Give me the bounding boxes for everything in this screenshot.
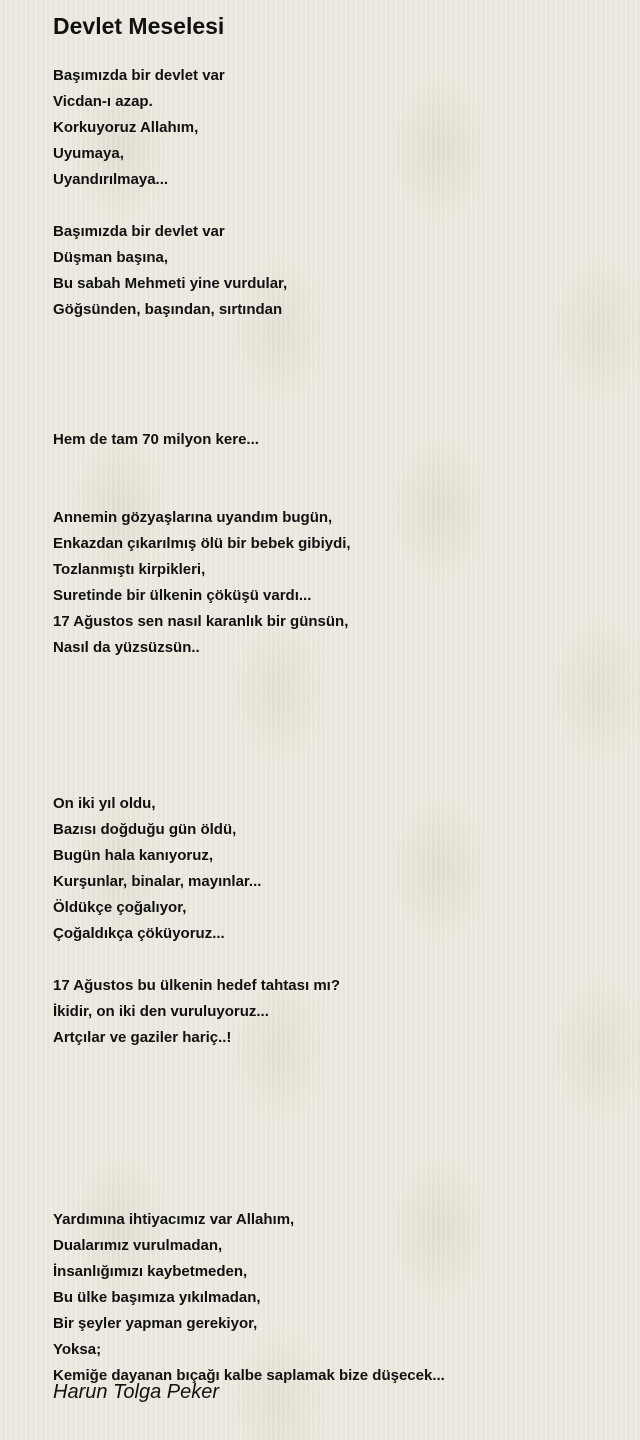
poem-line: İnsanlığımızı kaybetmeden,: [53, 1263, 248, 1280]
poem-page: [53, 0, 613, 1403]
stanza-gap: [53, 687, 613, 713]
poem-line: Tozlanmıştı kirpikleri,: [53, 561, 206, 578]
poem-line: Bir şeyler yapman gerekiyor,: [53, 1315, 258, 1332]
stanza-gap: [53, 453, 613, 479]
poem-body: [53, 63, 613, 1389]
poem-line: Bu sabah Mehmeti yine vurdular,: [53, 275, 288, 292]
poem-line: Yardımına ihtiyacımız var Allahım,: [53, 1211, 295, 1228]
poem-line: Öldükçe çoğalıyor,: [53, 899, 187, 916]
stanza-gap: [53, 661, 613, 687]
poem-line: Artçılar ve gaziler hariç..!: [53, 1029, 232, 1046]
poem-title: Devlet Meselesi: [53, 13, 225, 39]
stanza-gap: [53, 1103, 613, 1129]
poem-line: Başımızda bir devlet var: [53, 223, 225, 240]
poem-line: Vicdan-ı azap.: [53, 93, 153, 110]
stanza-gap: [53, 739, 613, 765]
poem-line: 17 Ağustos bu ülkenin hedef tahtası mı?: [53, 977, 340, 994]
poem-line: Yoksa;: [53, 1341, 102, 1358]
stanza-gap: [53, 375, 613, 401]
poem-line: İkidir, on iki den vuruluyoruz...: [53, 1003, 269, 1020]
poem-line: Çoğaldıkça çöküyoruz...: [53, 925, 225, 942]
poem-line: Dualarımız vurulmadan,: [53, 1237, 223, 1254]
poem-line: Başımızda bir devlet var: [53, 67, 225, 84]
poem-line: 17 Ağustos sen nasıl karanlık bir günsün,: [53, 613, 349, 630]
poem-line: Bazısı doğduğu gün öldü,: [53, 821, 237, 838]
poem-line: Suretinde bir ülkenin çöküşü vardı...: [53, 587, 312, 604]
poem-line: Enkazdan çıkarılmış ölü bir bebek gibiydi,: [53, 535, 351, 552]
poem-line: Uyandırılmaya...: [53, 171, 169, 188]
stanza-gap: [53, 1181, 613, 1207]
stanza-gap: [53, 349, 613, 375]
poem-line: On iki yıl oldu,: [53, 795, 156, 812]
poem-line: Hem de tam 70 milyon kere...: [53, 431, 259, 448]
stanza-gap: [53, 1155, 613, 1181]
stanza-gap: [53, 401, 613, 427]
stanza-gap: [53, 713, 613, 739]
poem-author: Harun Tolga Peker: [53, 1381, 220, 1403]
poem-line: Göğsünden, başından, sırtından: [53, 301, 283, 318]
poem-line: Bugün hala kanıyoruz,: [53, 847, 214, 864]
poem-line: Korkuyoruz Allahım,: [53, 119, 199, 136]
poem-line: Kurşunlar, binalar, mayınlar...: [53, 873, 262, 890]
poem-line: Uyumaya,: [53, 145, 124, 162]
stanza-gap: [53, 479, 613, 505]
stanza-gap: [53, 947, 613, 973]
poem-line: Nasıl da yüzsüzsün..: [53, 639, 200, 656]
poem-line: Annemin gözyaşlarına uyandım bugün,: [53, 509, 333, 526]
stanza-gap: [53, 323, 613, 349]
poem-line: Kemiğe dayanan bıçağı kalbe saplamak bize düşecek...: [53, 1367, 445, 1384]
stanza-gap: [53, 193, 613, 219]
stanza-gap: [53, 1129, 613, 1155]
stanza-gap: [53, 765, 613, 791]
stanza-gap: [53, 1077, 613, 1103]
poem-line: Bu ülke başımıza yıkılmadan,: [53, 1289, 261, 1306]
poem-line: Düşman başına,: [53, 249, 169, 266]
stanza-gap: [53, 1051, 613, 1077]
